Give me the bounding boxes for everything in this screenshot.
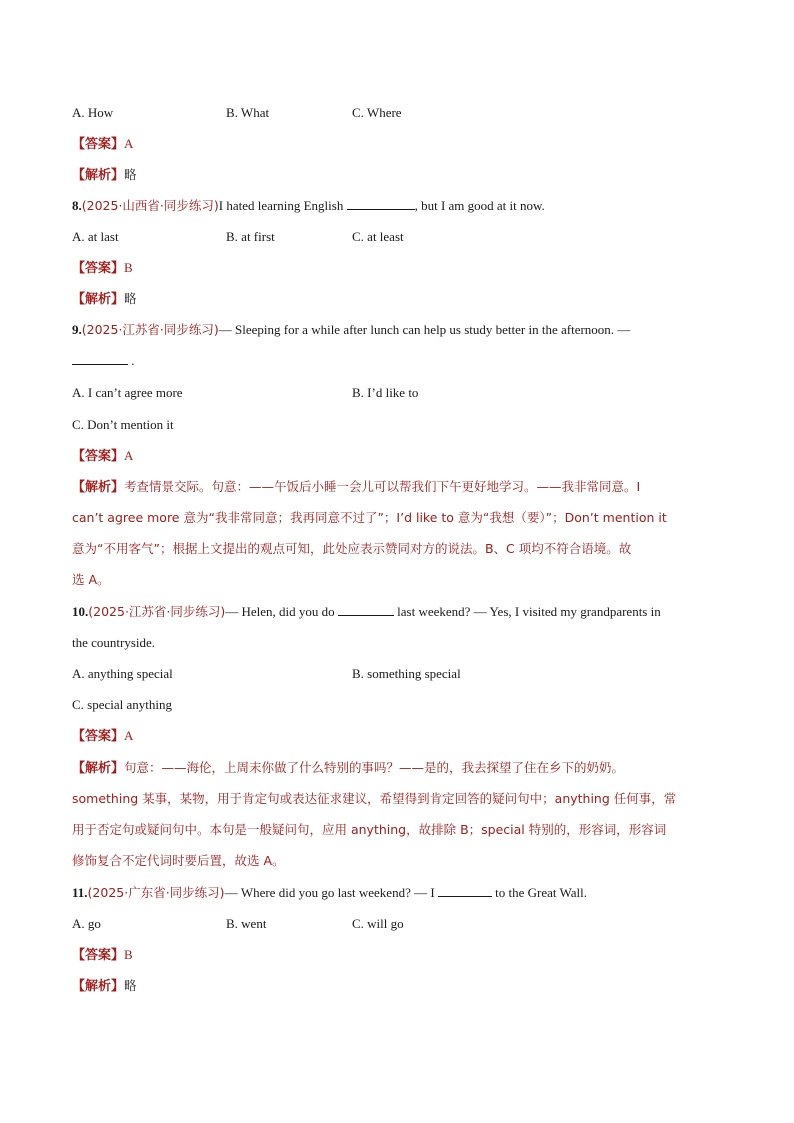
- answer-label: 【答案】: [72, 137, 125, 152]
- analysis-label: 【解析】: [72, 761, 125, 776]
- answer-label: 【答案】: [72, 261, 125, 276]
- q9-stem-end: .: [128, 353, 135, 368]
- answer-label: 【答案】: [72, 729, 125, 744]
- q9-number: 9.: [72, 322, 82, 337]
- q9-option-a: A. I can’t agree more: [72, 385, 183, 400]
- q11-option-b: B. went: [226, 916, 267, 931]
- q7-option-c: C. Where: [352, 105, 402, 120]
- answer-label: 【答案】: [72, 449, 125, 464]
- q9-blank: [72, 352, 128, 365]
- q10-analysis-line4: 修饰复合不定代词时要后置，故选 A。: [72, 853, 285, 868]
- q11-analysis-text: 略: [124, 978, 137, 993]
- q8-answer-value: B: [124, 260, 133, 275]
- q7-analysis-text: 略: [124, 167, 137, 182]
- q9-option-c: C. Don’t mention it: [72, 417, 174, 432]
- q9-analysis-line4: 选 A。: [72, 572, 110, 587]
- q9-analysis-line3: 意为“不用客气”；根据上文提出的观点可知，此处应表示赞同对方的说法。B、C 项均不符合语境。故: [72, 541, 632, 556]
- q11-stem-after: to the Great Wall.: [491, 885, 588, 900]
- q11-option-c: C. will go: [352, 916, 404, 931]
- q10-analysis-line2: something 某事，某物，用于肯定句或表达征求建议，希望得到肯定回答的疑问句中；anything 任何事，常: [72, 791, 677, 806]
- q8-answer: [72, 259, 722, 278]
- q7-answer: [72, 135, 722, 154]
- q11-blank: [438, 884, 492, 897]
- q8-stem-after: , but I am good at it now.: [414, 198, 545, 213]
- analysis-label: 【解析】: [72, 979, 125, 994]
- q10-option-a: A. anything special: [72, 666, 173, 681]
- q7-option-a: A. How: [72, 105, 114, 120]
- q11-analysis: [72, 977, 722, 996]
- q8-stem-before: I hated learning English: [218, 198, 347, 213]
- q9-analysis-text-1: 考查情景交际。句意：——午饭后小睡一会儿可以帮我们下午更好地学习。——我非常同意。I: [124, 479, 641, 494]
- q11-option-a: A. go: [72, 916, 101, 931]
- q8-option-b: B. at first: [226, 229, 275, 244]
- q10-stem-line2: the countryside.: [72, 635, 156, 650]
- q9-analysis-line2: can’t agree more 意为“我非常同意；我再同意不过了”；I’d like to 意为“我想（要）”；Don’t mention it: [72, 510, 667, 525]
- q10-answer: [72, 727, 722, 746]
- q10-answer-value: A: [124, 728, 134, 743]
- q11-number: 11.: [72, 885, 88, 900]
- q11-answer: [72, 946, 722, 965]
- q8-option-a: A. at last: [72, 229, 119, 244]
- q8-number: 8.: [72, 198, 82, 213]
- q7-option-b: B. What: [226, 105, 270, 120]
- q10-option-b: B. something special: [352, 666, 461, 681]
- q10-analysis-text-1: 句意：——海伦，上周末你做了什么特别的事吗？——是的，我去探望了住在乡下的奶奶。: [124, 760, 625, 775]
- q9-stem-text: — Sleeping for a while after lunch can help us study better in the afternoon. —: [218, 322, 631, 337]
- q9-option-b: B. I’d like to: [352, 385, 419, 400]
- q8-source: (2025·山西省·同步练习): [81, 198, 219, 213]
- answer-label: 【答案】: [72, 948, 125, 963]
- q11-stem: [72, 884, 722, 902]
- q9-stem: [72, 321, 722, 339]
- q9-answer-value: A: [124, 448, 134, 463]
- q9-analysis-line1: [72, 478, 722, 497]
- analysis-label: 【解析】: [72, 168, 125, 183]
- q10-stem: [72, 603, 722, 621]
- analysis-label: 【解析】: [72, 480, 125, 495]
- q7-answer-value: A: [124, 136, 134, 151]
- q11-answer-value: B: [124, 947, 133, 962]
- q9-answer: [72, 447, 722, 466]
- q8-blank: [347, 197, 415, 210]
- q7-analysis: [72, 166, 722, 185]
- q10-analysis-line3: 用于否定句或疑问句中。本句是一般疑问句，应用 anything，故排除 B；special 特别的，形容词，形容词: [72, 822, 667, 837]
- q8-stem: [72, 197, 722, 215]
- q10-stem-before: — Helen, did you do: [225, 604, 338, 619]
- q10-option-c: C. special anything: [72, 697, 173, 712]
- analysis-label: 【解析】: [72, 292, 125, 307]
- q10-blank: [338, 603, 394, 616]
- q10-number: 10.: [72, 604, 89, 619]
- q11-source: (2025·广东省·同步练习): [87, 885, 225, 900]
- q8-option-c: C. at least: [352, 229, 404, 244]
- q8-analysis: [72, 290, 722, 309]
- q10-source: (2025·江苏省·同步练习): [88, 604, 226, 619]
- q9-stem-line2: [72, 352, 722, 370]
- q10-analysis-line1: [72, 759, 722, 778]
- q9-source: (2025·江苏省·同步练习): [81, 322, 219, 337]
- q11-stem-before: — Where did you go last weekend? — I: [224, 885, 438, 900]
- q8-analysis-text: 略: [124, 291, 137, 306]
- q10-stem-after: last weekend? — Yes, I visited my grandparents in: [393, 604, 661, 619]
